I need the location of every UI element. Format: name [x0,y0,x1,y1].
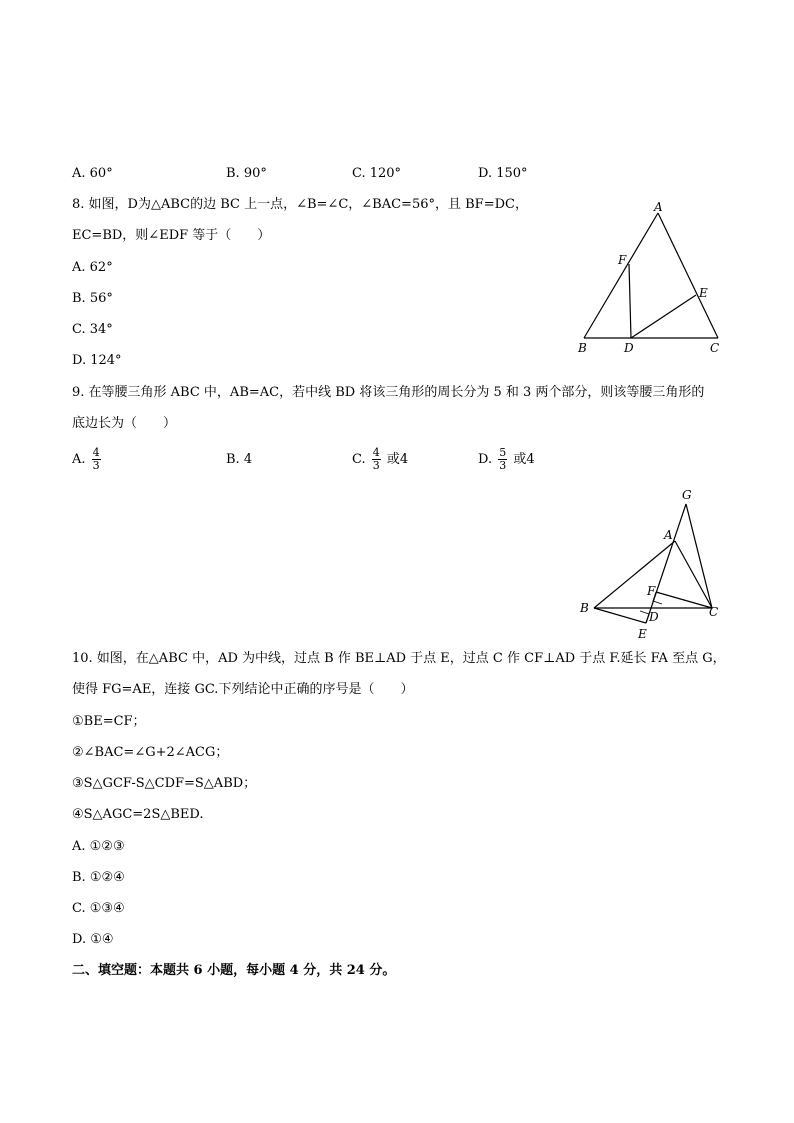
label-d: D [649,610,659,624]
q10-option-b: B. ①②④ [72,870,125,885]
q8-stem-line1: 8. 如图，D为△ABC的边 BC 上一点，∠B=∠C，∠BAC=56°，且 BF=DC， [72,197,528,212]
segment-be [594,608,646,623]
q10-triangle-figure [572,484,732,644]
q9-option-a: A. $\frac{4}{3}$ [72,446,100,472]
q8-option-d: D. 124° [72,353,122,368]
q9-option-d: D. $\frac{5}{3}$ 或4 [478,446,535,472]
segment-gc [686,504,712,608]
q7-option-c: C. 120° [352,166,402,181]
segment-fd [629,264,631,338]
q8-option-c: C. 34° [72,322,113,337]
q9-stem-line1: 9. 在等腰三角形 ABC 中，AB=AC，若中线 BD 将该三角形的周长分为 5 和 3 两个部分，则该等腰三角形的 [72,385,705,400]
q7-option-b: B. 90° [226,166,267,181]
q8-option-b: B. 56° [72,291,113,306]
q9-option-c: C. $\frac{4}{3}$ 或4 [352,446,409,472]
label-g: G [682,488,692,502]
q10-statement-3: ③S△GCF-S△CDF=S△ABD； [72,776,257,791]
segment-ac [658,213,718,338]
label-f: F [647,584,656,598]
q10-statement-4: ④S△AGC=2S△BED. [72,807,204,822]
segment-ge [646,504,686,623]
section-2-heading: 二、填空题：本题共 6 小题，每小题 4 分，共 24 分。 [72,963,396,978]
label-e: E [699,286,708,300]
q10-stem-line2: 使得 FG=AE，连接 GC.下列结论中正确的序号是（ ） [72,682,414,697]
q7-option-d: D. 150° [478,166,528,181]
label-c: C [710,341,720,355]
q8-stem-line2: EC=BD，则∠EDF 等于（ ） [72,228,271,243]
q8-option-a: A. 62° [72,260,113,275]
label-e: E [638,627,647,641]
label-f: F [618,253,627,267]
q10-option-a: A. ①②③ [72,839,125,854]
label-b: B [580,601,589,615]
segment-ab [584,213,658,338]
segment-fc [656,592,712,608]
label-a: A [664,528,673,542]
q10-option-d: D. ①④ [72,932,114,947]
q10-statement-2: ②∠BAC=∠G+2∠ACG； [72,745,229,760]
q10-stem-line1: 10. 如图，在△ABC 中，AD 为中线，过点 B 作 BE⊥AD 于点 E，过点 C 作 CF⊥AD 于点 F.延长 FA 至点 G， [72,651,726,666]
label-d: D [624,341,634,355]
label-b: B [578,341,587,355]
q10-statement-1: ①BE=CF； [72,714,146,729]
q8-triangle-figure [570,196,730,361]
segment-de [631,295,696,338]
q9-option-b: B. 4 [226,452,253,467]
label-a: A [654,200,663,214]
segment-ac [675,541,712,608]
q9-stem-line2: 底边长为（ ） [72,416,177,431]
q7-option-a: A. 60° [72,166,113,181]
label-c: C [709,605,719,619]
q10-option-c: C. ①③④ [72,901,125,916]
